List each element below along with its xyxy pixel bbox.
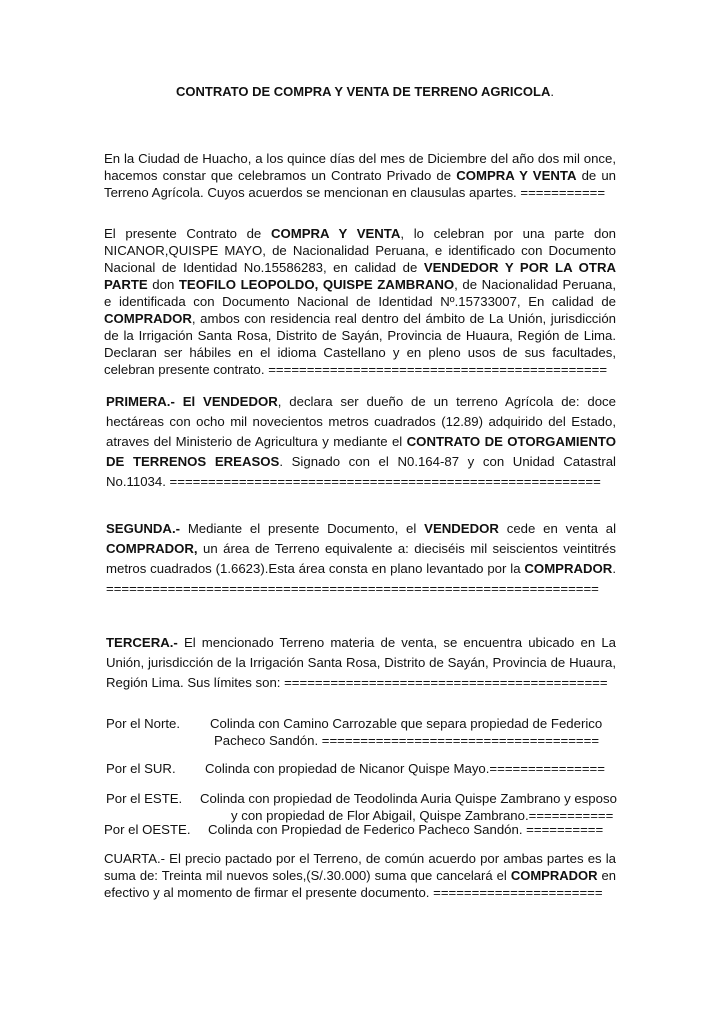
clause-line: TERCERA.- El mencionado Terreno materia de venta, se encuentra ubicado en La <box>106 635 616 650</box>
limit-text: Colinda con Propiedad de Federico Pacheco Sandón. ========== <box>208 822 604 837</box>
clause-line: DE TERRENOS EREASOS. Signado con el N0.164-87 y con Unidad Catastral <box>106 454 616 469</box>
contract-title <box>176 84 596 99</box>
parties-line: Nacional de Identidad No.15586283, en calidad de VENDEDOR Y POR LA OTRA <box>104 260 616 275</box>
intro-line: Terreno Agrícola. Cuyos acuerdos se mencionan en clausulas apartes. =========== <box>104 185 606 200</box>
clause-primera <box>106 392 616 492</box>
parties-line: Declaran ser hábiles en el idioma Castellano y en pleno usos de sus facultades, <box>104 345 616 360</box>
intro-paragraph <box>104 150 616 201</box>
clause-line: CUARTA.- El precio pactado por el Terreno, de común acuerdo por ambas partes es la <box>104 851 616 866</box>
parties-line: e identificada con Documento Nacional de Identidad Nº.15733007, En calidad de <box>104 294 616 309</box>
clause-line: suma de: Treinta mil nuevos soles,(S/.30.000) suma que cancelará el COMPRADOR en <box>104 868 616 883</box>
limit-label: Por el Norte. <box>106 716 181 731</box>
parties-line: El presente Contrato de COMPRA Y VENTA, lo celebran por una parte don <box>104 226 616 241</box>
limit-text: Colinda con propiedad de Teodolinda Auria Quispe Zambrano y esposo <box>200 791 617 806</box>
intro-line: hacemos constar que celebramos un Contrato Privado de COMPRA Y VENTA de un <box>104 168 616 183</box>
limit-text: Colinda con Camino Carrozable que separa propiedad de Federico <box>210 716 603 731</box>
clause-line: SEGUNDA.- Mediante el presente Documento, el VENDEDOR cede en venta al <box>106 521 616 536</box>
limit-text: Colinda con propiedad de Nicanor Quispe Mayo.=============== <box>205 761 605 776</box>
parties-line: de la Irrigación Santa Rosa, Distrito de Sayán, Provincia de Huaura, Región de Lima. <box>104 328 616 343</box>
clause-segunda <box>106 519 616 599</box>
clause-line: metros cuadrados (1.6623).Esta área consta en plano levantado por la COMPRADOR. <box>106 561 616 576</box>
clause-line: atraves del Ministerio de Agricultura y mediante el CONTRATO DE OTORGAMIENTO <box>106 434 616 449</box>
clause-line: Región Lima. Sus límites son: ========================================== <box>106 675 608 690</box>
clause-line: Unión, jurisdicción de la Irrigación Santa Rosa, Distrito de Sayán, Provincia de Huaura, <box>106 655 616 670</box>
clause-line: No.11034. ======================================================== <box>106 474 601 489</box>
parties-paragraph <box>104 225 616 378</box>
clause-cuarta <box>104 850 616 901</box>
limit-label: Por el ESTE. <box>106 791 183 806</box>
limit-text: Pacheco Sandón. ==================================== <box>214 733 600 748</box>
limit-oeste <box>104 821 616 838</box>
clause-line: PRIMERA.- El VENDEDOR, declara ser dueño de un terreno Agrícola de: doce <box>106 394 616 409</box>
parties-line: PARTE don TEOFILO LEOPOLDO, QUISPE ZAMBRANO, de Nacionalidad Peruana, <box>104 277 616 292</box>
title-text: CONTRATO DE COMPRA Y VENTA DE TERRENO AGRICOLA <box>176 84 551 99</box>
limit-sur <box>106 760 618 777</box>
clause-line: COMPRADOR, un área de Terreno equivalente a: dieciséis mil seiscientos veintitrés <box>106 541 616 556</box>
clause-tercera <box>106 633 616 693</box>
limit-label: Por el SUR. <box>106 761 176 776</box>
parties-line: celebran presente contrato. ============================================ <box>104 362 608 377</box>
clause-line: hectáreas con ocho mil novecientos metros cuadrados (12.89) adquirido del Estado, <box>106 414 616 429</box>
limit-este <box>106 790 618 824</box>
title-period: . <box>550 84 554 99</box>
intro-line: En la Ciudad de Huacho, a los quince días del mes de Diciembre del año dos mil once, <box>104 151 616 166</box>
clause-line: efectivo y al momento de firmar el presente documento. ====================== <box>104 885 603 900</box>
limit-label: Por el OESTE. <box>104 822 191 837</box>
limit-norte <box>106 715 618 749</box>
parties-line: COMPRADOR, ambos con residencia real dentro del ámbito de La Unión, jurisdicción <box>104 311 616 326</box>
parties-line: NICANOR,QUISPE MAYO, de Nacionalidad Peruana, e identificado con Documento <box>104 243 616 258</box>
clause-line: ================================================================ <box>106 581 599 596</box>
limit-text: y con propiedad de Flor Abigail, Quispe Zambrano.=========== <box>231 808 614 823</box>
